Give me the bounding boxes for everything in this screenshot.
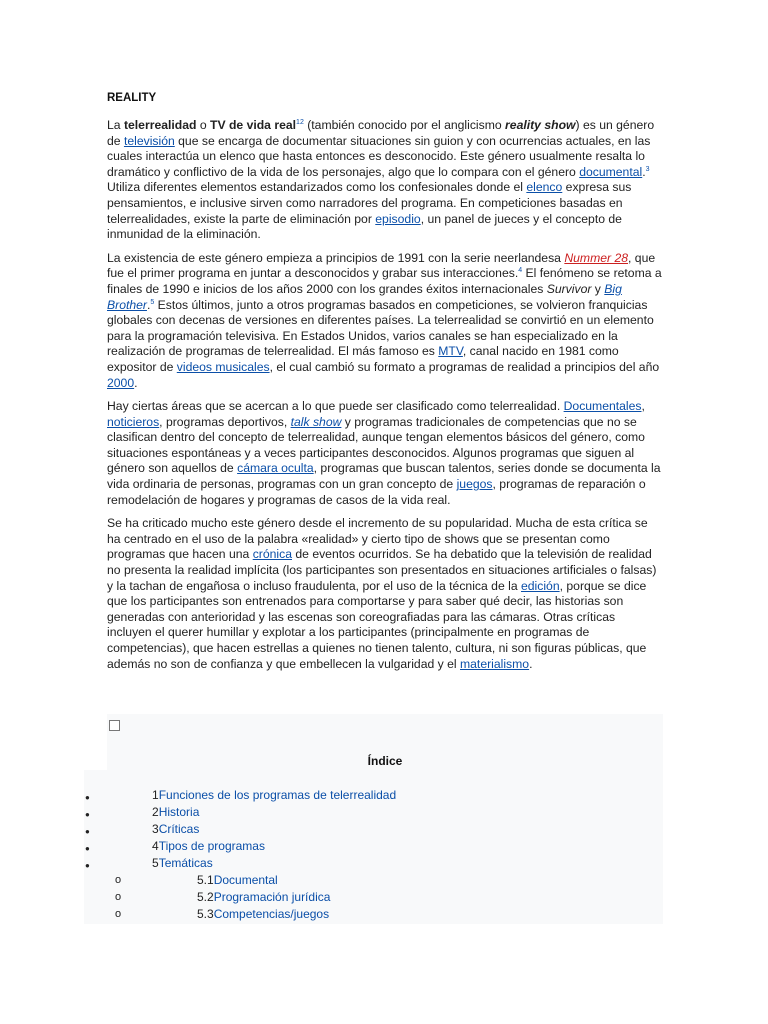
paragraph-areas: [107, 399, 663, 508]
link-noticieros[interactable]: noticieros: [107, 414, 160, 429]
footnote-ref[interactable]: 5: [150, 298, 155, 306]
footnote-ref[interactable]: 4: [518, 267, 523, 275]
text: La existencia de este género empieza a principios de 1991 con la serie neerlandesa: [107, 250, 565, 265]
link-documentales[interactable]: Documentales: [563, 399, 642, 414]
footnote-ref[interactable]: 3: [645, 165, 650, 173]
text: , programas deportivos,: [159, 414, 291, 429]
link-mtv[interactable]: MTV: [438, 344, 463, 359]
italic-title: Survivor: [546, 281, 592, 296]
bold-italic-term: reality show: [505, 118, 576, 132]
link-big-brother[interactable]: Big Brother: [107, 281, 622, 312]
disc-bullet-icon: ●: [85, 793, 90, 802]
text: (también conocido por el anglicismo: [303, 118, 506, 132]
toc-item-number: 5.3: [197, 907, 214, 921]
article: [107, 92, 663, 680]
disc-bullet-icon: ●: [85, 810, 90, 819]
page-title: REALITY: [107, 92, 157, 104]
toc-item-number: 1: [152, 788, 159, 802]
text: expresa sus pensamientos, e inclusive sirven como narradores del programa. En competiciones basadas en telerrealidades, existe la parte de eliminación por: [107, 180, 632, 226]
circle-bullet-icon: o: [115, 908, 122, 920]
toc-item-link[interactable]: Tipos de programas: [158, 839, 265, 853]
disc-bullet-icon: ●: [85, 861, 90, 870]
toc-item-link[interactable]: Temáticas: [158, 856, 213, 870]
toc-item-number: 4: [152, 839, 159, 853]
text: y: [591, 281, 605, 296]
text: .: [134, 375, 138, 390]
text: .: [529, 656, 533, 671]
text: , el cual cambió su formato a programas de realidad a principios del año: [269, 359, 660, 374]
toc-item-number: 3: [152, 822, 159, 836]
text: La: [107, 118, 124, 132]
link-edicion[interactable]: edición: [520, 578, 560, 593]
paragraph-history: [107, 251, 663, 391]
toc-item-link[interactable]: Documental: [213, 873, 278, 887]
toc-item-number: 5: [152, 856, 159, 870]
text: y programas tradicionales de competencias que no se clasifican dentro del concepto de telerrealidad, aunque tengan elementos básicos del género, como situaciones espontáneas y a veces participantes desconocidos. Algunos programas que siguen al género son aquellos de: [107, 414, 645, 476]
footnote-ref[interactable]: 2: [299, 118, 304, 126]
toc-item-link[interactable]: Críticas: [158, 822, 200, 836]
paragraph-intro: [107, 118, 663, 243]
link-videos-musicales[interactable]: videos musicales: [176, 359, 270, 374]
text: Se ha criticado mucho este género desde el incremento de su popularidad. Mucha de esta crítica se ha centrado en el uso de la palabra «realidad» y cierto tipo de shows que se presentan como programas que hacen una: [107, 516, 648, 562]
text: , programas de reparación o remodelación de hogares y programas de casos de la vida real.: [107, 477, 646, 507]
link-camara-oculta[interactable]: cámara oculta: [237, 461, 314, 476]
disc-bullet-icon: ●: [85, 827, 90, 836]
text: que se encarga de documentar situaciones sin guion y con ocurrencias actuales, en las cuales interactúa un elenco que hasta entonces es desconocido. Este género usualmente resalta lo dramático y conflictivo de la vida de los personajes, algo que lo compara con el género: [107, 133, 651, 179]
text: Hay ciertas áreas que se acercan a lo que puede ser clasificado como telerrealidad.: [107, 399, 564, 414]
text: El fenómeno se retoma a finales de 1990 e inicios de los años 2000 con los grandes éxitos internacionales: [107, 266, 662, 296]
text: ,: [641, 399, 645, 414]
toc-item-link[interactable]: Funciones de los programas de telerrealidad: [158, 788, 397, 802]
link-episodio[interactable]: episodio: [375, 211, 421, 226]
text: .: [642, 164, 646, 179]
toc-item-number: 5.2: [197, 890, 214, 904]
link-elenco[interactable]: elenco: [526, 180, 563, 195]
text: , que fue el primer programa en juntar a desconocidos y grabar sus interacciones.: [107, 250, 656, 281]
link-documental[interactable]: documental: [579, 164, 643, 179]
circle-bullet-icon: o: [115, 874, 122, 886]
toc-item-link[interactable]: Competencias/juegos: [213, 907, 330, 921]
link-2000[interactable]: 2000: [107, 375, 135, 390]
text: .: [146, 297, 151, 312]
link-materialismo[interactable]: materialismo: [460, 656, 530, 671]
circle-bullet-icon: o: [115, 891, 122, 903]
text: de eventos ocurridos. Se ha debatido que la televisión de realidad no presenta la realidad implícita (los participantes son presentados en situaciones artificiales o falsas) y la tachan de engañosa o incluso fraudulenta, por el uso de la técnica de la: [107, 547, 657, 593]
toc-item-link[interactable]: Historia: [158, 805, 200, 819]
footnote-ref[interactable]: 1: [296, 118, 300, 126]
link-talk-show[interactable]: talk show: [290, 414, 342, 429]
toc-title: Índice: [367, 754, 403, 768]
toc-item-number: 2: [152, 805, 159, 819]
text: o: [196, 118, 210, 132]
link-television[interactable]: televisión: [123, 133, 175, 148]
text: , un panel de jueces y el concepto de inmunidad de la eliminación.: [107, 211, 622, 242]
link-juegos[interactable]: juegos: [456, 477, 493, 492]
text: , canal nacido en 1981 como expositor de: [107, 344, 619, 374]
paragraph-criticism: [107, 516, 663, 672]
text: , programas que buscan talentos, series donde se documenta la vida ordinaria de personas, programas con un gran concepto de: [107, 461, 661, 492]
bold-term: TV de vida real: [210, 118, 297, 132]
disc-bullet-icon: ●: [85, 844, 90, 853]
link-cronica[interactable]: crónica: [252, 547, 292, 562]
toc-toggle-checkbox[interactable]: [109, 720, 120, 731]
text: , porque se dice que los participantes son entrenados para comportarse y para saber qué decir, las historias son generadas con anterioridad y las escenas son coreografiadas para las cámaras. Otras críticas incluyen el querer humillar y explotar a los participantes (principalmente en programas de competencias), que hacen estrellas a quienes no tienen talento, cultura, ni son figuras públicas, que además no son de confianza y que embellecen la vulgaridad y el: [107, 578, 647, 671]
bold-term: telerrealidad: [123, 118, 197, 132]
text: Utiliza diferentes elementos estandarizados como los confesionales donde el: [107, 180, 527, 195]
text: Estos últimos, junto a otros programas basados en competiciones, se volvieron franquicias globales con decenas de versiones en diferentes países. La telerrealidad se convirtió en un elemento para la programación televisiva. En Estados Unidos, varios canales se han especializado en la realización de programas de telerrealidad. El más famoso es: [107, 297, 654, 359]
toc-item-link[interactable]: Programación jurídica: [213, 890, 331, 904]
link-nummer-28[interactable]: Nummer 28: [564, 250, 629, 265]
toc-item-number: 5.1: [197, 873, 214, 887]
text: ) es un género de: [107, 118, 655, 148]
